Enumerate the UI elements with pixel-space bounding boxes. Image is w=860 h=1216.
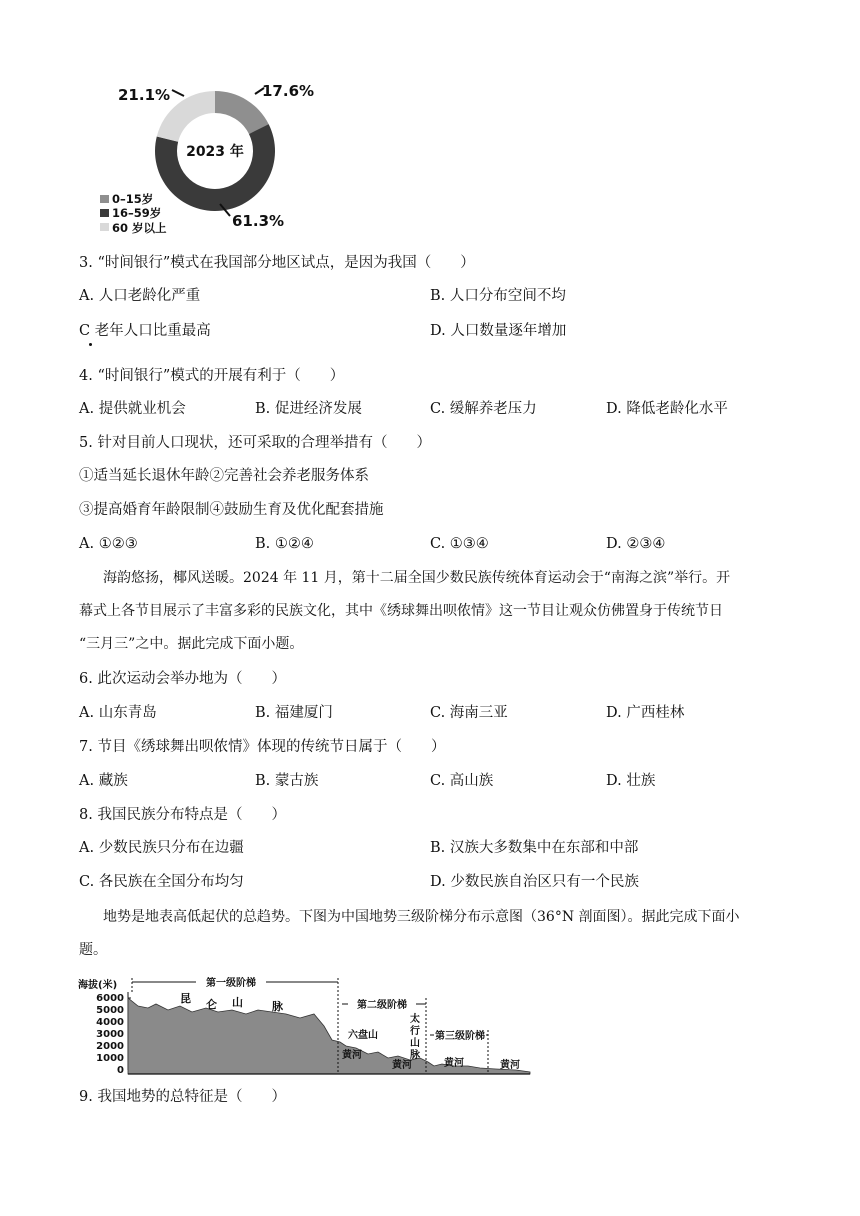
q8-option-b: B. 汉族大多数集中在东部和中部 [430,840,639,856]
profile-tick-2000: 2000 [96,1041,124,1052]
q9-stem: 9. 我国地势的总特征是（ ） [79,1089,286,1105]
q6-option-b: B. 福建厦门 [255,705,333,721]
profile-tick-4000: 4000 [96,1017,124,1028]
q7-stem: 7. 节目《绣球舞出呗侬情》体现的传统节日属于（ ） [79,739,446,755]
kunlun-char-3: 山 [232,996,243,1009]
legend-swatch-0-15 [100,195,109,203]
q7-option-d: D. 壮族 [606,773,656,789]
age-donut-svg [90,76,350,241]
q4-option-d: D. 降低老龄化水平 [606,401,728,417]
legend-label-0-15: 0–15岁 [112,192,154,206]
donut-slice-0-15 [215,91,269,134]
q5-option-d: D. ②③④ [606,536,666,552]
q5-stem: 5. 针对目前人口现状，还可采取的合理举措有（ ） [79,435,431,451]
profile-axis-title: 海拔(米) [78,980,118,991]
age-structure-chart [90,76,350,241]
legend-swatch-60 [100,223,109,231]
terrain-profile-figure [76,968,536,1080]
q3-option-b: B. 人口分布空间不均 [430,288,566,304]
q6-option-a: A. 山东青岛 [79,705,157,721]
passage1-line1: 海韵悠扬，椰风送暖。2024 年 11 月，第十二届全国少数民族传统体育运动会于“南海之滨”举行。开 [103,570,731,586]
pct-label-17: 17.6% [262,82,315,100]
profile-tick-1000: 1000 [96,1053,124,1064]
q5-option-b: B. ①②④ [255,536,314,552]
q8-option-d: D. 少数民族自治区只有一个民族 [430,874,639,890]
pct-label-21: 21.1% [118,86,171,104]
passage2-line1: 地势是地表高低起伏的总趋势。下图为中国地势三级阶梯分布示意图（36°N 剖面图）。据此完成下面小 [103,909,740,925]
taihang-char-1: 太 [410,1014,420,1025]
q6-option-d: D. 广西桂林 [606,705,685,721]
q4-option-c: C. 缓解养老压力 [430,401,537,417]
legend-label-16-59: 16–59岁 [112,206,162,220]
passage1-line2: 幕式上各节目展示了丰富多彩的民族文化，其中《绣球舞出呗侬情》这一节目让观众仿佛置身于传统节日 [79,603,723,619]
q8-option-a: A. 少数民族只分布在边疆 [79,840,244,856]
q3-option-a: A. 人口老龄化严重 [79,288,201,304]
kunlun-char-2: 仑 [206,998,217,1011]
q6-option-c: C. 海南三亚 [430,705,508,721]
q4-option-b: B. 促进经济发展 [255,401,362,417]
step2-label: 第二级阶梯 [357,1000,407,1011]
q5-option-a: A. ①②③ [79,536,138,552]
q7-option-a: A. 藏族 [79,773,128,789]
passage2-line2: 题。 [79,942,107,958]
huanghe-label-1: 黄河 [342,1050,362,1061]
leader-line-21 [172,90,184,96]
legend-label-60: 60 岁以上 [112,221,167,235]
profile-tick-3000: 3000 [96,1029,124,1040]
profile-tick-5000: 5000 [96,1005,124,1016]
q4-stem: 4. “时间银行”模式的开展有利于（ ） [79,368,345,384]
stray-dot [89,343,92,346]
q6-stem: 6. 此次运动会举办地为（ ） [79,671,286,687]
taihang-char-3: 山 [410,1038,420,1049]
q8-stem: 8. 我国民族分布特点是（ ） [79,807,286,823]
q5-statement-1: ①适当延长退休年龄②完善社会养老服务体系 [79,468,369,484]
q4-option-a: A. 提供就业机会 [79,401,186,417]
liupan-label: 六盘山 [348,1030,378,1041]
kunlun-char-1: 昆 [180,992,191,1005]
q7-option-c: C. 高山族 [430,773,494,789]
huanghe-label-3: 黄河 [444,1058,464,1069]
q7-option-b: B. 蒙古族 [255,773,319,789]
pct-label-61: 61.3% [232,212,285,230]
step3-label: 第三级阶梯 [435,1031,485,1042]
donut-center-year: 2023 年 [186,144,244,160]
q5-option-c: C. ①③④ [430,536,489,552]
passage1-line3: “三月三”之中。据此完成下面小题。 [79,636,304,652]
kunlun-char-4: 脉 [272,1000,283,1013]
profile-tick-0: 0 [117,1065,124,1076]
q5-statement-2: ③提高婚育年龄限制④鼓励生育及优化配套措施 [79,502,384,518]
huanghe-label-4: 黄河 [500,1060,520,1071]
step1-label: 第一级阶梯 [206,978,256,989]
profile-tick-6000: 6000 [96,993,124,1004]
legend-swatch-16-59 [100,209,109,217]
q8-option-c: C. 各民族在全国分布均匀 [79,874,244,890]
q3-option-d: D. 人口数量逐年增加 [430,323,567,339]
q3-option-c: C 老年人口比重最高 [79,323,211,339]
q3-stem: 3. “时间银行”模式在我国部分地区试点，是因为我国（ ） [79,255,475,271]
taihang-char-4: 脉 [410,1050,420,1061]
huanghe-label-2: 黄河 [392,1060,412,1071]
taihang-char-2: 行 [410,1026,420,1037]
terrain-profile-svg [76,968,536,1080]
